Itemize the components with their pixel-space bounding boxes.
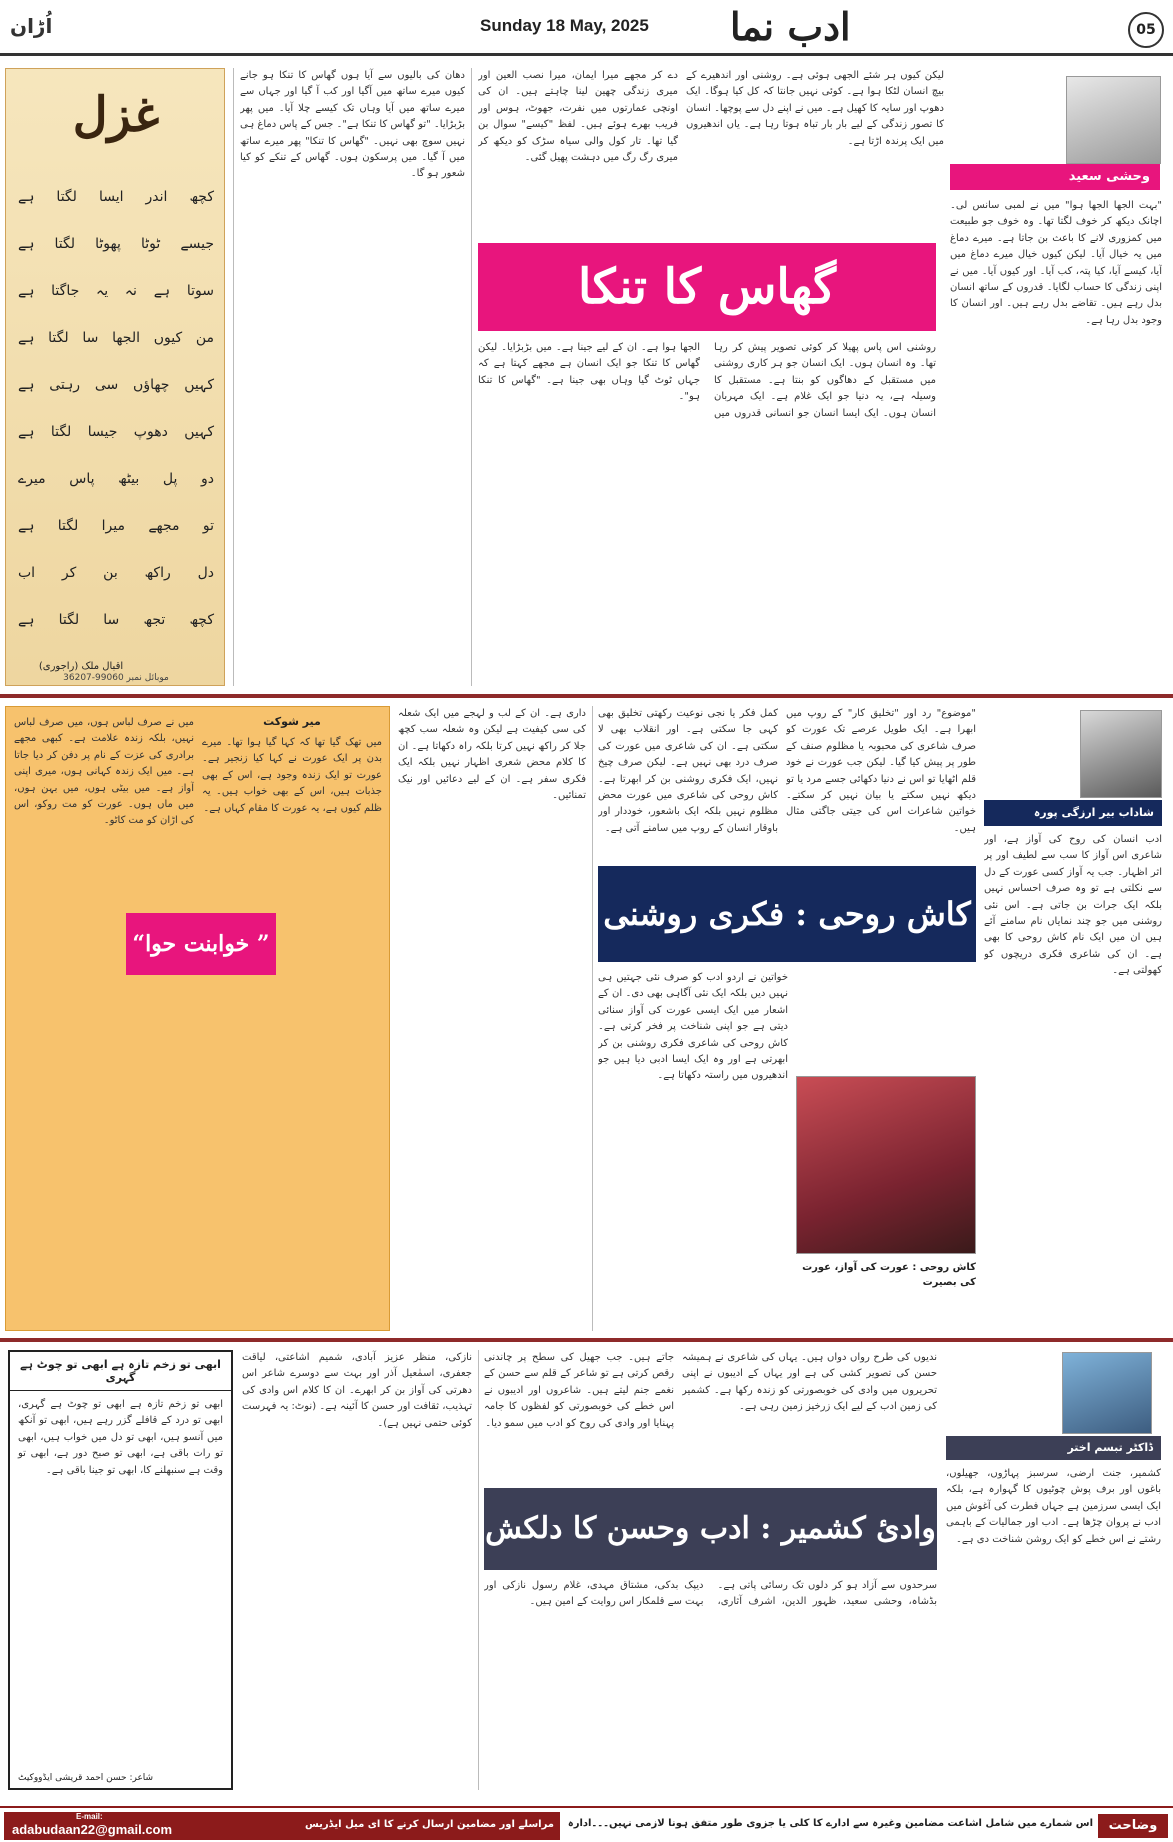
article1-title: گھاس کا تنکا (577, 259, 837, 315)
article1-lower-text: روشنی اس پاس پھیلا کر کوئی تصویر پیش کر رہا تھا۔ وہ انسان ہوں۔ ایک انسان جو ہر کاری روشنی میں مستقبل کے دھاگوں کو بنتا ہے۔ مستقبل کا وسیلہ ہے، یہ دنیا جو ایک غلام ہے۔ ایک مہربان انسان ہوں۔ ایک ایسا انسان جو انسانی قدروں میں الجھا ہوا ہے۔ ان کے لیے جینا ہے۔ میں بڑبڑایا۔ لیکن گھاس کا تنکا جو ایک انسان ہے مجھے کہتا ہے کہ جہاں ٹوٹ گیا وہاں بھی جینا ہے۔ "گھاس کا تنکا ہو"۔ (478, 342, 936, 419)
column-divider (592, 706, 593, 1331)
article2-column-a: ادب انسان کی روح کی آواز ہے، اور شاعری اس آواز کا سب سے لطیف اور پر اثر اظہار۔ جب یہ آواز کسی عورت کے دل سے نکلتی ہے تو وہ صرف احساس نہیں بلکہ ایک جرات بن جاتی ہے۔ اس نئی روشنی میں جو چند نمایاں نام سامنے آئے ہیں ان میں ایک نام کاش روحی کا بھی ہے۔ ان کی شاعری فکری دریچوں کو کھولتی ہے۔ (984, 834, 1162, 977)
article2-column-c: کمل فکر یا نجی نوعیت رکھتی تخلیق بھی کہی جا سکتی ہے۔ اور انقلاب بھی لا سکتی ہے۔ ان کی شاعری میں عورت کی صرف درد بھی نہیں ہے۔ لیکن صرف چیخ نہیں، ایک فکری روشنی بن کر ابھرتا ہے۔ کاش روحی کی شاعری میں عورت محض مظلوم نہیں بلکہ ایک باشعور، خوددار اور باوقار انسان کے روپ میں سامنے آتی ہے۔ (598, 708, 778, 834)
article2-title: کاش روحی : فکری روشنی کا نام (603, 895, 971, 1029)
article4-author-label (946, 1436, 1161, 1460)
footer-email-block (4, 1812, 560, 1840)
article4-column-a: کشمیر، جنت ارضی، سرسبز پہاڑوں، جھیلوں، باغوں اور برف پوش چوٹیوں کا گہوارہ ہے، بلکہ ایک ایسی سرزمین ہے جہاں فطرت کی آغوش میں ادب نے پروان چڑھا ہے۔ ادب اور جمالیات کے باہمی رشتے نے اس خطے کو ایک روشن شناخت دی ہے۔ (946, 1468, 1161, 1545)
footer-email[interactable]: adabudaan22@gmail.com (12, 1822, 173, 1837)
newspaper-brand: ادب نما (730, 4, 851, 49)
ghazal-line: دل راکھ بن کر اب (18, 565, 214, 581)
poem-box-title: ابھی تو زخم تازہ ہے ابھی تو چوٹ ہے گہری (10, 1352, 231, 1391)
poem-box (8, 1350, 233, 1790)
ghazal-mobile: موبائل نمبر 99060-36207 (63, 673, 169, 683)
column-divider (471, 68, 472, 686)
column-divider (233, 68, 234, 686)
article3-title: ” خوابنت حوا“ (132, 931, 270, 957)
page-number: 05 (1128, 12, 1164, 48)
article3-left-text: میں نے صرف لباس ہوں، میں صرف لباس نہیں، بلکہ زندہ علامت ہے۔ کبھی مجھے برادری کی عزت کے نام پر دفن کر دیا جاتا ہے۔ میں ایک زندہ کہانی ہوں، میری اپنی آواز ہے۔ میں بیٹی ہوں، میں بہن ہوں، میں ماں ہوں۔ عورت کو مت روکو، اس کی اڑان کو مت کاٹو۔ (14, 717, 194, 827)
article4-lower-text: سرحدوں سے آزاد ہو کر دلوں تک رسائی پاتی ہے۔ بڈشاہ، وحشی سعید، ظہور الدین، اشرف آثاری، دیپک بدکی، مشتاق مہدی، غلام رسول نازکی اور بہت سے قلمکار اس روایت کے امین ہیں۔ (484, 1580, 937, 1608)
article1-author-label (950, 164, 1160, 190)
footer-label (1098, 1814, 1168, 1838)
ghazal-line: تو مجھے میرا لگتا ہے (18, 518, 214, 534)
footer-notice: اس شمارے میں شامل اشاعت مضامین وغیرہ سے ادارے کا کلی یا جزوی طور متفق ہونا لازمی نہیں۔۔۔ادارہ (567, 1818, 1093, 1829)
article4-author: ڈاکٹر تبسم اختر (1067, 1441, 1153, 1454)
column-divider (478, 1350, 479, 1790)
ghazal-line: کہیں دھوپ جیسا لگتا ہے (18, 424, 214, 440)
footer-contact: مراسلے اور مضامین ارسال کرنے کا ای میل ایڈریس (304, 1819, 554, 1830)
article2-author: شاداب بیر ارزگی پورہ (1033, 806, 1154, 819)
ghazal-line: کچھ اندر ایسا لگتا ہے (18, 189, 214, 205)
article4-title: وادیٔ کشمیر : ادب وحسن کا دلکش سنگم (485, 1511, 936, 1628)
article3-panel (5, 706, 390, 1331)
ghazal-line: جیسے ٹوٹا پھوٹا لگتا ہے (18, 236, 214, 252)
article1-headline (478, 243, 936, 331)
author-photo-shadab (1080, 710, 1162, 798)
article4-column-b: ندیوں کی طرح رواں دواں ہیں۔ یہاں کی شاعری نے ہمیشہ حسن کی تصویر کشی کی ہے اور یہاں کے ادیبوں نے اپنی تحریروں میں وادی کی خوبصورتی کو زندہ رکھا ہے۔ کشمیر کی زمین ادب کے لیے ایک زرخیز زمین رہی ہے۔ (682, 1352, 937, 1413)
ghazal-title: غزل (72, 87, 160, 143)
article3-right-text: میں تھک گیا تھا کہ کہا گیا ہوا تھا۔ میرے بدن پر ایک عورت نے کہا کیا زنجیر ہے۔ عورت تو ایک زندہ وجود ہے، اس کے بھی جذبات ہیں، اس کے بھی خواب ہیں۔ یہ ظلم کیوں ہے، یہ عورت کا مقام کہاں ہے۔ (202, 737, 382, 814)
article2-poet-photo (796, 1076, 976, 1254)
footer-email-label: E-mail: (76, 1812, 103, 1821)
article2-photo-caption: کاش روحی : عورت کی آواز، عورت کی بصیرت (802, 1262, 976, 1288)
ghazal-line: کہیں چھاؤں سی رہتی ہے (18, 377, 214, 393)
footer-label-text: وضاحت (1108, 1818, 1158, 1833)
poem-box-poet: شاعر: حسن احمد قریشی ایڈووکیٹ (18, 1773, 154, 1783)
section-separator (0, 1338, 1173, 1342)
article2-author-label (984, 800, 1162, 826)
article2-lower-text: خواتین نے اردو ادب کو صرف نئی جہتیں ہی نہیں دیں بلکہ ایک نئی آگاہی بھی دی۔ ان کے اشعار میں ایک ایسی عورت کی آواز سنائی دیتی ہے جو اپنی شناخت پر فخر کرتی ہے۔ کاش روحی کی شاعری فکری روشنی بن کر ابھرتی ہے اور وہ ایک ایسا ادبی دیا ہیں جو اندھیروں میں راستہ دکھاتا ہے۔ (598, 972, 788, 1082)
poem-box-text: ابھی تو زخم تازہ ہے ابھی تو چوٹ ہے گہری، ابھی تو درد کے قافلے گزر رہے ہیں، ابھی تو آنکھ میں آنسو ہیں، ابھی تو دل میں خواب ہیں، ابھی تو رات باقی ہے، ابھی تو صبح دور ہے، ابھی تو وقت ہے سنبھلنے کا، ابھی تو جینا باقی ہے۔ (18, 1399, 223, 1476)
article4-column-c: جاتے ہیں۔ جب جھیل کی سطح پر چاندنی رقص کرتی ہے تو شاعر کے قلم سے حسن کے نغمے جنم لیتے ہیں۔ شاعروں اور ادیبوں نے اس خطے کی خوبصورتی کو لفظوں کا جامہ پہنایا اور وادی کی روح کو ادب میں سمو دیا۔ (484, 1352, 674, 1429)
issue-date: Sunday 18 May, 2025 (480, 16, 649, 35)
article4-column-d: نازکی، منظر عزیز آبادی، شمیم اشاعتی، لیاقت جعفری، اسمٰعیل آذر اور بہت سے دوسرے شاعر اس دھرتی کی آواز بن کر ابھرے۔ ان کا کلام اس وادی کی تہذیب، ثقافت اور حسن کا آئینہ ہے۔ (نوٹ: یہ فہرست کوئی حتمی نہیں ہے)۔ (242, 1352, 472, 1429)
section-separator (0, 694, 1173, 698)
article2-column-b: "موضوع" رد اور "تخلیق کار" کے روپ میں ابھرا ہے۔ ایک طویل عرصے تک عورت کو صرف شاعری کی محبوبہ یا مظلوم صنف کے طور پر پیش کیا گیا۔ لیکن جب عورت نے خود قلم اٹھایا تو اس نے دنیا دکھائی جسے مرد یا تو دیکھ نہیں سکتے یا بیان نہیں کر سکتے۔ خواتین شاعرات اس کی جیتی جاگتی مثال ہیں۔ (786, 708, 976, 834)
ghazal-line: کچھ تجھ سا لگتا ہے (18, 612, 214, 628)
article1-author: وحشی سعید (1068, 169, 1150, 184)
section-name: اُڑان (10, 14, 53, 38)
article3-headline (126, 913, 276, 975)
author-photo-wahshi-saeed (1066, 76, 1161, 164)
article1-column-a: "بہت الجھا الجھا ہوا" میں نے لمبی سانس لی۔ اچانک دیکھ کر خوف لگتا تھا۔ وہ خوف جو طبیعت میں کمزوری لانے کا باعث بن جاتا ہے۔ میرے دماغ میں یہ خیال آیا۔ لیکن کیوں خیال میرے دماغ میں آیا، کیسے آیا، کیا پتہ، کب آیا۔ اور کیوں آیا۔ میں نے اپنی زندگی کا حساب لگایا۔ قدروں کے ساتھ انسان بدل رہے ہیں۔ تقاضے بدل رہے ہیں۔ اور انسان کا وجود بدل رہا ہے۔ (950, 200, 1162, 326)
article1-column-b: لیکن کیوں ہر شئے الجھی ہوئی ہے۔ روشنی اور اندھیرے کے بیچ انسان لٹکا ہوا ہے۔ کوئی نہیں جانتا کہ کل کیا ہوگا۔ ایک دھوپ اور سایہ کا کھیل ہے۔ میں نے اپنے دل سے پوچھا۔ انسان کا تصور زندگی کے لیے بار بار تباہ ہوتا رہا ہے۔ یاں اندھیروں میں ایک پرندہ اڑتا ہے۔ (686, 70, 944, 147)
ghazal-line: دو پل بیٹھ پاس میرے (18, 471, 214, 487)
article2-column-d: داری ہے۔ ان کے لب و لہجے میں ایک شعلہ کی سی کیفیت ہے لیکن وہ شعلہ سب کچھ جلا کر راکھ نہیں کرتا بلکہ راہ دکھاتا ہے۔ ان کا کلام محض شعری اظہار نہیں بلکہ ایک فکری سفر ہے۔ ان کے لیے دعائیں اور نیک تمنائیں۔ (398, 708, 586, 802)
article3-author: میر شوکت (263, 715, 321, 728)
page-header (0, 0, 1173, 56)
page-footer (0, 1806, 1173, 1842)
ghazal-line: سوتا ہے نہ یہ جاگتا ہے (18, 283, 214, 299)
ghazal-poet: اقبال ملک (راجوری) (38, 661, 124, 672)
article1-column-c: دے کر مجھے میرا ایمان، میرا نصب العین اور میری زندگی چھین لینا چاہتے ہیں۔ ان کی اونچی عمارتوں میں نفرت، جھوٹ، ہوس اور فریب بھرے ہوئے ہیں۔ لفظ "کیسے" سوال بن گیا تھا۔ تار کول والی سیاہ سڑک کو دیکھ کر میری رگ رگ میں دہشت پھیل گئی۔ (478, 70, 678, 164)
author-photo-tabassum (1062, 1352, 1152, 1434)
ghazal-panel (5, 68, 225, 686)
ghazal-couplets (18, 189, 214, 659)
article1-column-d: دھان کی بالیوں سے آیا ہوں گھاس کا تنکا ہو جانے کیوں میرے ساتھ میں آگیا اور کب آ گیا اور جہاں سے میرے ساتھ میں آیا وہاں تک کیسے چلا آیا۔ میں پھر بڑبڑایا۔ "تو گھاس کا تنکا ہے"۔ جس کے پاس دماغ ہی نہیں سوچ بھی نہیں۔ "گھاس کا تنکا" پھر میرے ساتھ میں آ گیا۔ میں پرسکون ہوں۔ گھاس کے تنکے کو کیا شعور ہو گا۔ (240, 70, 465, 180)
ghazal-line: من کیوں الجھا سا لگتا ہے (18, 330, 214, 346)
